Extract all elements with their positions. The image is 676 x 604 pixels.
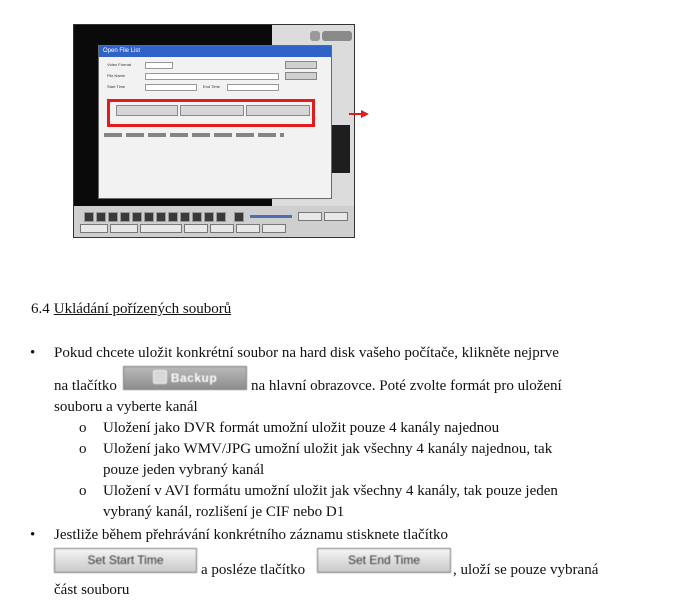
dialog-label: Video Format: [107, 62, 131, 67]
panel-control-pad: [330, 125, 350, 173]
toolbar-button: [140, 224, 182, 233]
sub-bullet-marker: o: [79, 420, 87, 436]
sub-item-line: pouze jeden vybraný kanál: [103, 462, 265, 478]
dialog-field: [145, 84, 197, 91]
fast-icon: [180, 212, 190, 222]
paragraph-line: na hlavní obrazovce. Poté zvolte formát pro uložení: [251, 378, 562, 394]
paragraph-line: na tlačítko: [54, 378, 117, 394]
paragraph-line: část souboru: [54, 582, 130, 598]
panel-button: [310, 31, 320, 41]
dialog-field: [145, 73, 279, 80]
volume-icon: [234, 212, 244, 222]
toolbar-button: [110, 224, 138, 233]
volume-slider: [250, 215, 292, 218]
zoom-icon: [216, 212, 226, 222]
sub-bullet-marker: o: [79, 441, 87, 457]
dialog-label: End Time: [203, 84, 220, 89]
pause-icon: [108, 212, 118, 222]
dialog-button: [285, 61, 317, 69]
step-forward-icon: [156, 212, 166, 222]
toolbar-button: [80, 224, 108, 233]
forward-icon: [132, 212, 142, 222]
slow-icon: [168, 212, 178, 222]
play-icon: [96, 212, 106, 222]
dialog-label: File Name: [107, 73, 126, 78]
bullet-marker: •: [30, 527, 36, 543]
backup-button: [123, 366, 247, 390]
sub-item-line: Uložení jako WMV/JPG umožní uložit jak všechny 4 kanály najednou, tak: [103, 441, 553, 457]
set-end-time-button: Set End Time: [317, 548, 451, 573]
toolbar-button: [324, 212, 348, 221]
section-number: 6.4: [31, 301, 50, 317]
dvr-screenshot: [73, 24, 355, 238]
toolbar-button: [298, 212, 322, 221]
paragraph-line: a posléze tlačítko: [201, 562, 306, 578]
dialog-field: [227, 84, 279, 91]
sub-item-line: Uložení v AVI formátu umožní uložit jak všechny 4 kanály, tak pouze jeden: [103, 483, 558, 499]
step-back-icon: [144, 212, 154, 222]
set-start-time-button: Set Start Time: [54, 548, 197, 573]
toolbar-button: [210, 224, 234, 233]
sub-bullet-marker: o: [79, 483, 87, 499]
red-arrow-icon: [349, 110, 369, 118]
section-heading: [31, 301, 231, 318]
panel-button: [322, 31, 352, 41]
dialog-button: [285, 72, 317, 80]
toolbar-button: [184, 224, 208, 233]
dialog-title: Open File List: [99, 46, 331, 57]
sub-item-line: vybraný kanál, rozlišení je CIF nebo D1: [103, 504, 345, 520]
paragraph-line: souboru a vyberte kanál: [54, 399, 198, 415]
dialog-field: [145, 62, 173, 69]
sub-item-line: Uložení jako DVR formát umožní uložit pouze 4 kanály najednou: [103, 420, 500, 436]
highlight-box: [107, 99, 315, 127]
rewind-icon: [120, 212, 130, 222]
stop-icon: [84, 212, 94, 222]
bullet-marker: •: [30, 345, 36, 361]
frame-icon: [192, 212, 202, 222]
toolbar-button: [236, 224, 260, 233]
paragraph-line: Jestliže během přehrávání konkrétního záznamu stisknete tlačítko: [54, 527, 449, 543]
paragraph-line: , uloží se pouze vybraná: [453, 562, 599, 578]
playback-toolbar: [74, 206, 354, 237]
file-list-row: [104, 133, 284, 137]
paragraph-line: Pokud chcete uložit konkrétní soubor na hard disk vašeho počítače, klikněte nejprve: [54, 345, 559, 361]
dialog-label: Start Time: [107, 84, 126, 89]
backup-icon: [153, 370, 167, 384]
snapshot-icon: [204, 212, 214, 222]
toolbar-button: [262, 224, 286, 233]
section-title: Ukládání pořízených souborů: [53, 301, 232, 317]
backup-label: Backup: [170, 371, 218, 385]
